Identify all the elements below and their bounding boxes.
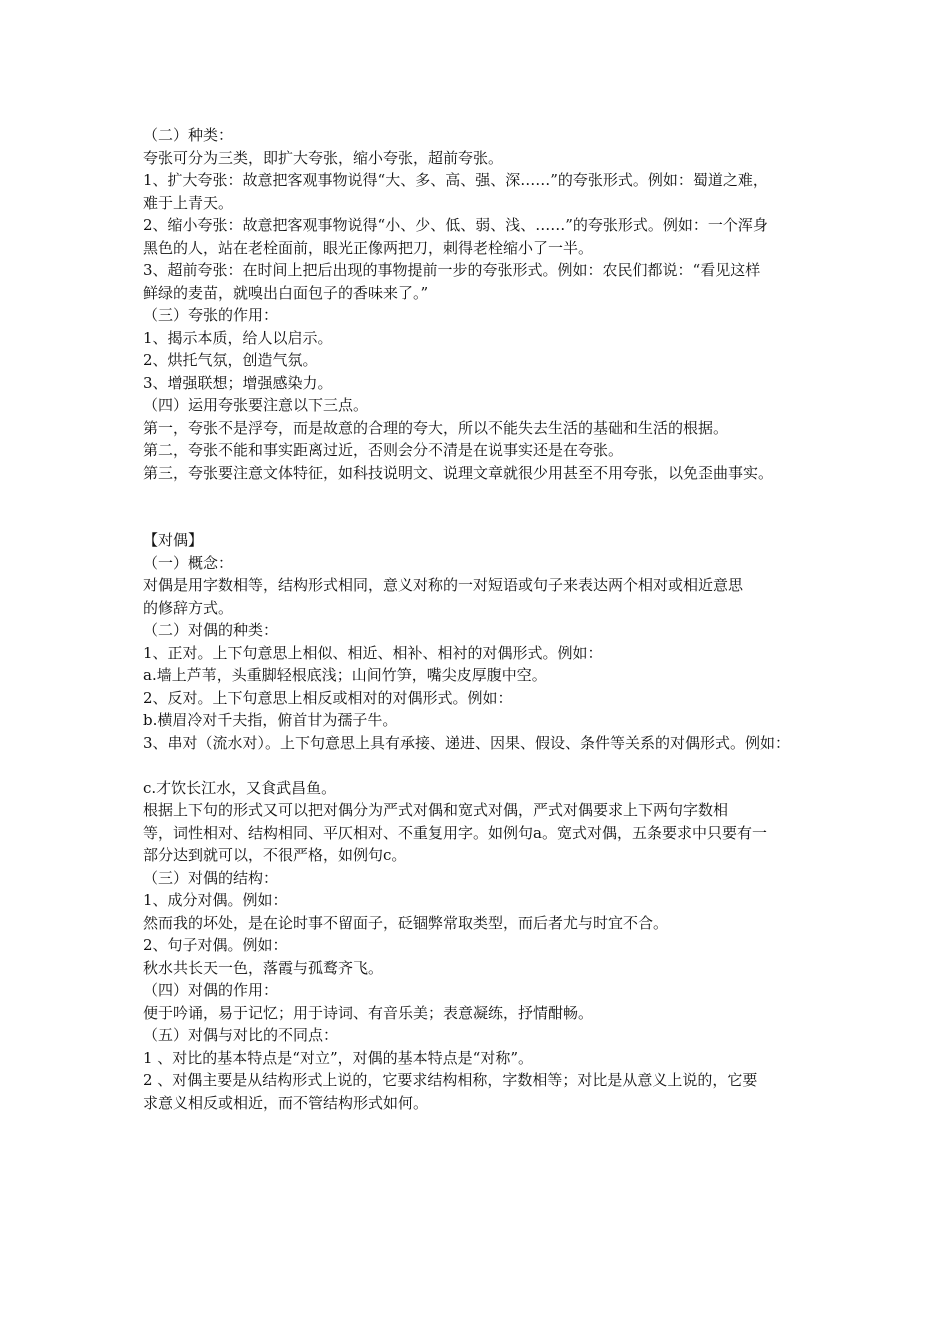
- section-gap: [143, 484, 833, 529]
- paragraph-line: 等，词性相对、结构相同、平仄相对、不重复用字。如例句a。宽式对偶，五条要求中只要有一: [143, 823, 767, 842]
- section-title: 【对偶】: [143, 531, 204, 549]
- blank-line: [143, 754, 833, 777]
- paragraph-line: 3、串对（流水对）。上下句意思上具有承接、递进、因果、假设、条件等关系的对偶形式。例如：: [143, 733, 791, 752]
- heading-kinds: （二）对偶的种类：: [143, 621, 279, 639]
- heading-function: （三）夸张的作用：: [143, 306, 279, 324]
- paragraph-line: 2、缩小夸张：故意把客观事物说得“小、少、低、弱、浅、……”的夸张形式。例如：一个浑身: [143, 216, 768, 234]
- paragraph-line: 便于吟诵，易于记忆；用于诗词、有音乐美；表意凝练，抒情酣畅。: [143, 1003, 594, 1022]
- paragraph-line: 2、句子对偶。例如：: [143, 936, 288, 954]
- paragraph-line: 1、揭示本质，给人以启示。: [143, 328, 333, 347]
- paragraph-line: 1、成分对偶。例如：: [143, 891, 288, 909]
- heading-concept: （一）概念：: [143, 553, 234, 572]
- paragraph-line: 夸张可分为三类，即扩大夸张，缩小夸张，超前夸张。: [143, 148, 504, 167]
- paragraph-line: 1、扩大夸张：故意把客观事物说得“大、多、高、强、深……”的夸张形式。例如：蜀道之难，: [143, 171, 768, 189]
- example-line: b.横眉冷对千夫指，俯首甘为孺子牛。: [143, 711, 398, 729]
- heading-function: （四）对偶的作用：: [143, 981, 279, 999]
- paragraph-line: 求意义相反或相近，而不管结构形式如何。: [143, 1093, 429, 1112]
- paragraph-line: 1、正对。上下句意思上相似、相近、相补、相衬的对偶形式。例如：: [143, 643, 603, 662]
- paragraph-line: 难于上青天。: [143, 193, 234, 212]
- section-kuazhang: [143, 124, 833, 484]
- paragraph-line: 黑色的人，站在老栓面前，眼光正像两把刀，刺得老栓缩小了一半。: [143, 238, 594, 257]
- section-duiou: [143, 529, 833, 754]
- heading-difference: （五）对偶与对比的不同点：: [143, 1026, 339, 1044]
- paragraph-line: 2、烘托气氛，创造气氛。: [143, 351, 318, 369]
- paragraph-line: 第一，夸张不是浮夸，而是故意的合理的夸大，所以不能失去生活的基础和生活的根据。: [143, 418, 729, 437]
- example-line: 然而我的坏处，是在论时事不留面子，砭锢弊常取类型，而后者尤与时宜不合。: [143, 913, 669, 932]
- paragraph-line: 根据上下句的形式又可以把对偶分为严式对偶和宽式对偶，严式对偶要求上下两句字数相: [143, 801, 729, 819]
- heading-structure: （三）对偶的结构：: [143, 868, 279, 887]
- paragraph-line: 对偶是用字数相等，结构形式相同，意义对称的一对短语或句子来表达两个相对或相近意思: [143, 576, 744, 594]
- paragraph-line: 2 、对偶主要是从结构形式上说的，它要求结构相称，字数相等；对比是从意义上说的，它要: [143, 1071, 758, 1089]
- paragraph-line: 3、增强联想；增强感染力。: [143, 373, 333, 392]
- heading-notes: （四）运用夸张要注意以下三点。: [143, 396, 369, 414]
- paragraph-line: 3、超前夸张：在时间上把后出现的事物提前一步的夸张形式。例如：农民们都说：“看见这样: [143, 261, 761, 279]
- paragraph-line: 第三，夸张要注意文体特征，如科技说明文、说理文章就很少用甚至不用夸张，以免歪曲事实。: [143, 463, 774, 482]
- paragraph-line: 第二，夸张不能和事实距离过近，否则会分不清是在说事实还是在夸张。: [143, 441, 624, 459]
- section-duiou-continued: [143, 777, 833, 1115]
- document-page: [143, 124, 833, 1114]
- example-line: a.墙上芦苇，头重脚轻根底浅；山间竹笋，嘴尖皮厚腹中空。: [143, 666, 547, 684]
- paragraph-line: 2、反对。上下句意思上相反或相对的对偶形式。例如：: [143, 688, 513, 707]
- example-line: c.才饮长江水，又食武昌鱼。: [143, 778, 337, 797]
- example-line: 秋水共长天一色，落霞与孤鹜齐飞。: [143, 958, 384, 977]
- paragraph-line: 1 、对比的基本特点是“对立”，对偶的基本特点是“对称”。: [143, 1048, 533, 1067]
- paragraph-line: 的修辞方式。: [143, 598, 234, 617]
- paragraph-line: 部分达到就可以，不很严格，如例句c。: [143, 846, 407, 864]
- paragraph-line: 鲜绿的麦苗，就嗅出白面包子的香味来了。”: [143, 283, 429, 302]
- heading-kinds: （二）种类：: [143, 126, 234, 144]
